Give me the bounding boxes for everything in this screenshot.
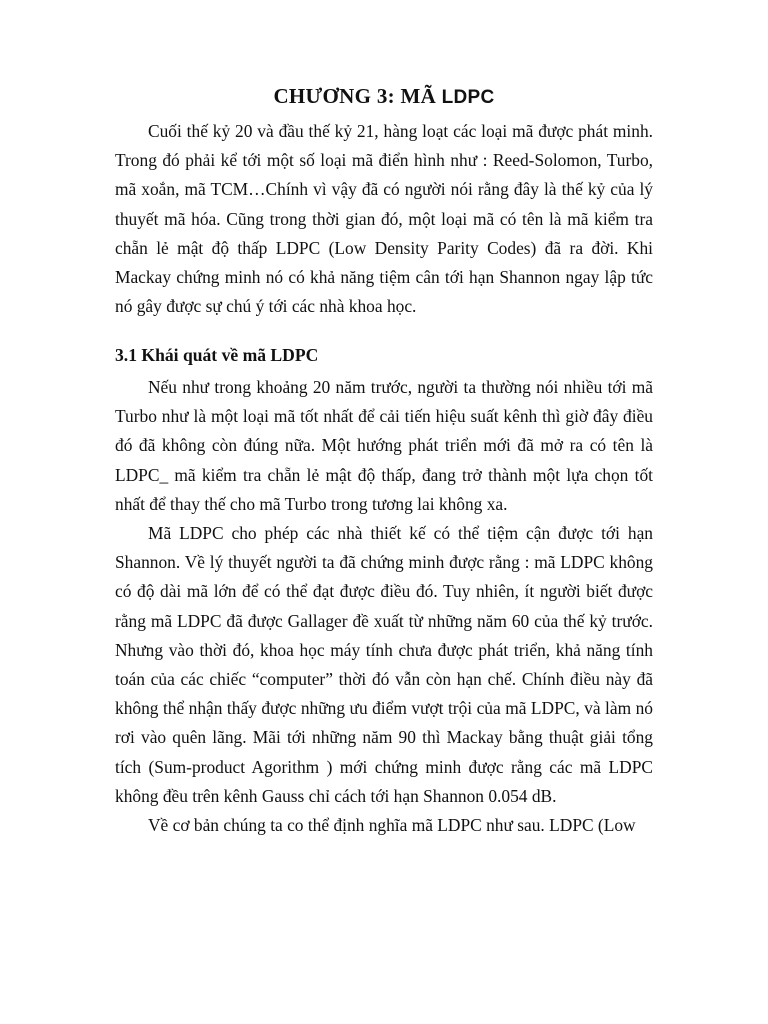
body-paragraph: Nếu như trong khoảng 20 năm trước, người ta thường nói nhiều tới mã Turbo như là một loại mã tốt nhất để cải tiến hiệu suất kênh thì giờ đây điều đó đã không còn đúng nữa. Một hướng phát triển mới đã mở ra có tên là LDPC_ mã kiểm tra chẵn lẻ mật độ thấp, đang trở thành một lựa chọn tốt nhất để thay thế cho mã Turbo trong tương lai không xa. xyxy=(115,377,653,514)
body-paragraph: Mã LDPC cho phép các nhà thiết kế có thể tiệm cận được tới hạn Shannon. Về lý thuyết người ta đã chứng minh được rằng : mã LDPC không có độ dài mã lớn để có thể đạt được điều đó. Tuy nhiên, ít người biết được rằng mã LDPC đã được Gallager đề xuất từ những năm 60 của thế kỷ trước. Nhưng vào thời đó, khoa học máy tính chưa được phát triển, khả năng tính toán của các chiếc “computer” thời đó vẫn còn hạn chế. Chính điều này đã không thể nhận thấy được những ưu điểm vượt trội của mã LDPC, và làm nó rơi vào quên lãng. Mãi tới những năm 90 thì Mackay bằng thuật giải tổng tích (Sum-product Agorithm ) mới chứng minh được rằng các mã LDPC không đều trên kênh Gauss chỉ cách tới hạn Shannon 0.054 dB. xyxy=(115,523,653,806)
section-body xyxy=(115,373,653,840)
chapter-title-text: CHƯƠNG 3: MÃ xyxy=(273,84,442,108)
intro-section xyxy=(115,117,653,321)
intro-paragraph: Cuối thế kỷ 20 và đầu thế kỷ 21, hàng loạt các loại mã được phát minh. Trong đó phải kể tới một số loại mã điển hình như : Reed-Solomon, Turbo, mã xoắn, mã TCM…Chính vì vậy đã có người nói rằng đây là thế kỷ của lý thuyết mã hóa. Cũng trong thời gian đó, một loại mã có tên là mã kiểm tra chẵn lẻ mật độ thấp LDPC (Low Density Parity Codes) đã ra đời. Khi Mackay chứng minh nó có khả năng tiệm cân tới hạn Shannon ngay lập tức nó gây được sự chú ý tới các nhà khoa học. xyxy=(115,121,653,317)
chapter-title xyxy=(0,84,768,109)
section-heading: 3.1 Khái quát về mã LDPC xyxy=(115,345,319,365)
chapter-title-abbreviation: LDPC xyxy=(441,87,495,108)
body-paragraph: Về cơ bản chúng ta co thể định nghĩa mã LDPC như sau. LDPC (Low xyxy=(148,815,636,836)
